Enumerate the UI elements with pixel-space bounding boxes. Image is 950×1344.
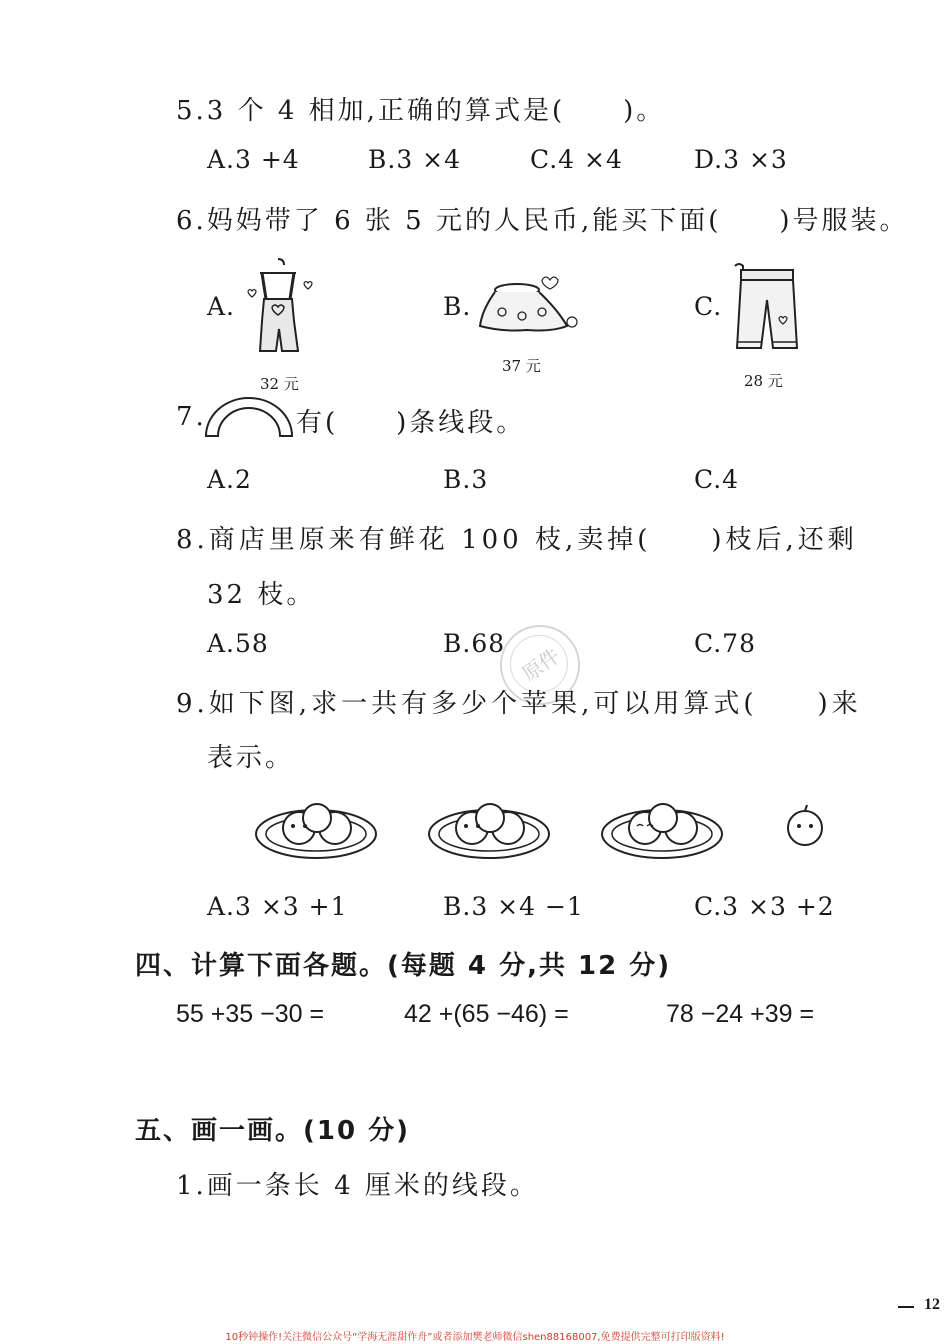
pants-icon (727, 260, 807, 355)
page-number: 12 (924, 1296, 940, 1313)
q7-option-c: C.4 (694, 465, 740, 494)
q5-option-b: B.3 ×4 (368, 145, 462, 174)
q5-option-d: D.3 ×3 (694, 145, 788, 174)
q9-question-line1: 9.如下图,求一共有多少个苹果,可以用算式( )来 (176, 689, 862, 719)
calc-expression-3: 78 −24 +39 = (666, 1000, 815, 1028)
q7-option-a: A.2 (207, 465, 252, 494)
q7-option-b: B.3 (443, 465, 489, 494)
single-apple (788, 805, 822, 845)
section5-title: 五、画一画。(10 分) (135, 1116, 410, 1146)
q9-option-a: A.3 ×3 +1 (207, 892, 348, 921)
q7-suffix: 有( )条线段。 (296, 408, 526, 438)
calc-expression-1: 55 +35 −30 = (176, 1000, 325, 1028)
calc-expression-2: 42 +(65 −46) = (404, 1000, 569, 1028)
q6-price-b: 37 元 (502, 357, 541, 375)
q8-question-line1: 8.商店里原来有鲜花 100 枝,卖掉( )枝后,还剩 (176, 525, 858, 555)
q9-option-b: B.3 ×4 −1 (443, 892, 584, 921)
q6-price-a: 32 元 (260, 375, 299, 393)
q8-option-a: A.58 (207, 629, 269, 658)
original-stamp: 原件 (500, 625, 580, 705)
overalls-icon (238, 255, 318, 355)
q6-option-a-label: A. (207, 292, 236, 321)
q9-question-line2: 表示。 (207, 743, 295, 773)
q5-option-c: C.4 ×4 (530, 145, 623, 174)
page-number-dash (898, 1306, 914, 1308)
q5-option-a: A.3 +4 (207, 145, 300, 174)
plate-2 (429, 804, 549, 858)
q6-question: 6.妈妈带了 6 张 5 元的人民币,能买下面( )号服装。 (176, 206, 909, 236)
plate-1 (256, 804, 376, 858)
skirt-icon (472, 270, 582, 340)
arch-shape-icon (204, 394, 294, 438)
q6-option-b-label: B. (443, 292, 472, 321)
apple-plates-illustration (255, 792, 845, 872)
q8-question-line2: 32 枝。 (207, 580, 316, 610)
q9-option-c: C.3 ×3 +2 (694, 892, 835, 921)
plate-3 (602, 804, 722, 858)
q7-prefix: 7. (176, 402, 207, 432)
q8-option-c: C.78 (694, 629, 756, 658)
footer-notice: 10秒钟操作!关注微信公众号“学海无涯甜作舟”或者添加樊老师微信shen88168007,免费提供完整可打印版资料! (225, 1332, 725, 1343)
section5-q1: 1.画一条长 4 厘米的线段。 (176, 1171, 539, 1201)
section4-title: 四、计算下面各题。(每题 4 分,共 12 分) (135, 951, 672, 981)
q5-question: 5.3 个 4 相加,正确的算式是( )。 (176, 96, 666, 126)
q6-price-c: 28 元 (744, 372, 783, 390)
q8-option-b: B.68 (443, 629, 506, 658)
q6-option-c-label: C. (694, 292, 723, 321)
